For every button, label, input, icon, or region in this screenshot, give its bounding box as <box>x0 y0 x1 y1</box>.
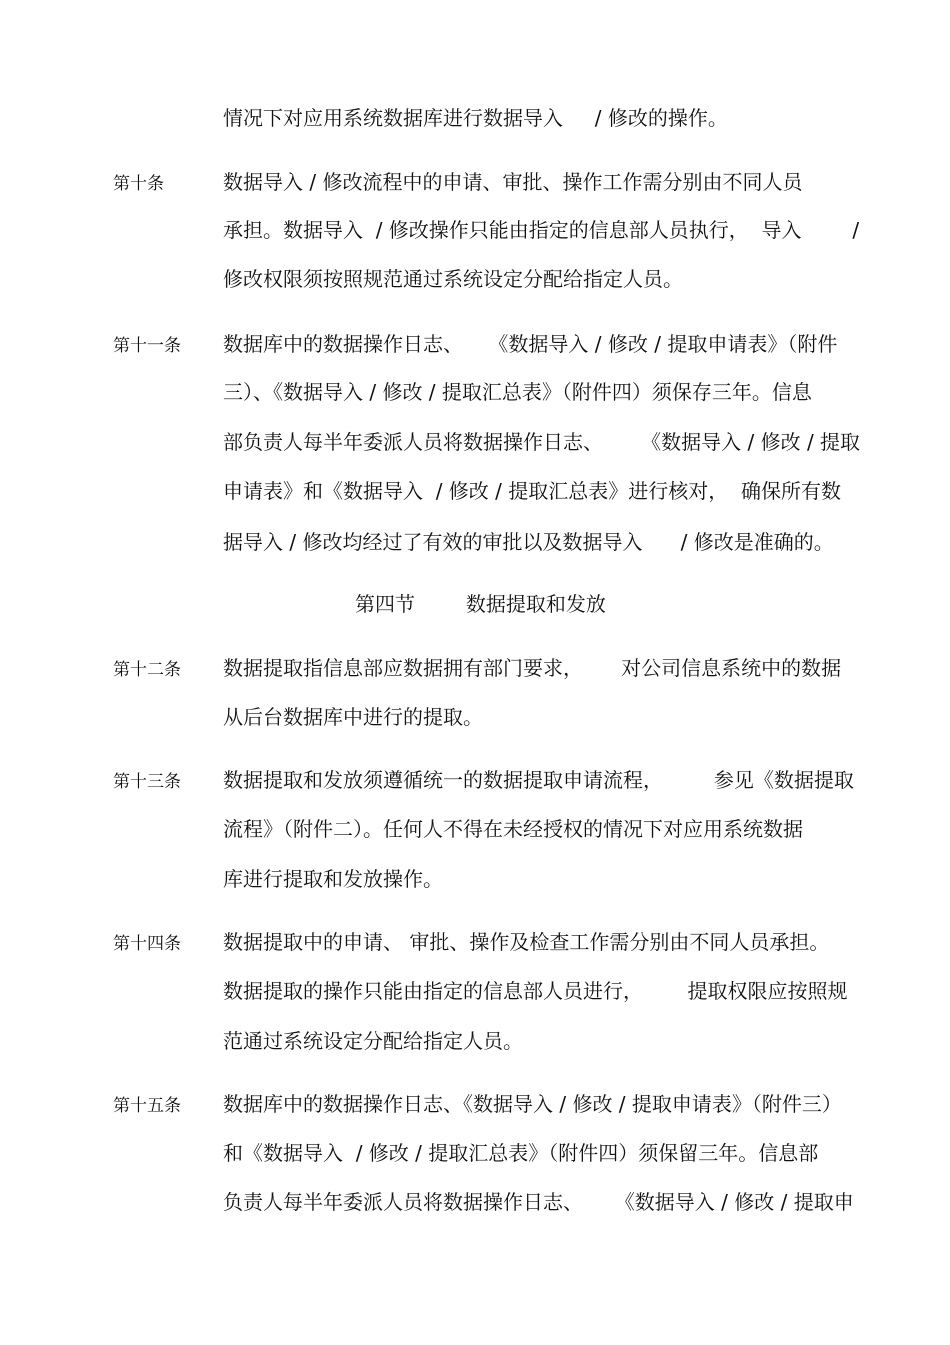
article-label-11: 第十一条 <box>113 336 181 356</box>
article-13-line-2: 流程》（附件二）。任何人不得在未经授权的情况下对应用系统数据 <box>223 817 803 841</box>
article-14-line-1: 数据提取中的申请、 审批、操作及检查工作需分别由不同人员承担。 <box>223 930 830 954</box>
article-label-14: 第十四条 <box>113 934 181 954</box>
article-14-line-2: 数据提取的操作只能由指定的信息部人员进行， 提取权限应按照规 <box>223 979 848 1003</box>
article-label-13: 第十三条 <box>113 772 181 792</box>
article-11-line-4: 申请表》和《数据导入 / 修改 / 提取汇总表》进行核对， 确保所有数 <box>223 479 841 503</box>
article-label-15: 第十五条 <box>113 1096 181 1116</box>
article-15-line-3: 负责人每半年委派人员将数据操作日志、 《数据导入 / 修改 / 提取申 <box>223 1190 854 1214</box>
article-12-line-2: 从后台数据库中进行的提取。 <box>223 705 483 729</box>
article-11-line-2: 三）、《数据导入 / 修改 / 提取汇总表》（附件四）须保存三年。信息 <box>223 380 812 404</box>
article-10-line-1: 数据导入 / 修改流程中的申请、审批、操作工作需分别由不同人员 <box>223 170 803 194</box>
article-10-line-3: 修改权限须按照规范通过系统设定分配给指定人员。 <box>223 267 683 291</box>
article-label-10: 第十条 <box>113 174 164 194</box>
article-13-line-1: 数据提取和发放须遵循统一的数据提取申请流程， 参见《数据提取 <box>223 768 854 792</box>
article-15-line-2: 和《数据导入 / 修改 / 提取汇总表》（附件四）须保留三年。信息部 <box>223 1141 819 1165</box>
article-label-12: 第十二条 <box>113 660 181 680</box>
article-11-line-3: 部负责人每半年委派人员将数据操作日志、 《数据导入 / 修改 / 提取 <box>223 430 861 454</box>
article-10-line-2: 承担。数据导入 / 修改操作只能由指定的信息部人员执行， 导入 / <box>223 218 860 242</box>
article-11-line-1: 数据库中的数据操作日志、 《数据导入 / 修改 / 提取申请表》（附件 <box>223 332 838 356</box>
article-15-line-1: 数据库中的数据操作日志、《数据导入 / 修改 / 提取申请表》（附件三） <box>223 1092 842 1116</box>
article-12-line-1: 数据提取指信息部应数据拥有部门要求， 对公司信息系统中的数据 <box>223 656 842 680</box>
intro-line: 情况下对应用系统数据库进行数据导入 / 修改的操作。 <box>223 106 728 130</box>
article-14-line-3: 范通过系统设定分配给指定人员。 <box>223 1029 523 1053</box>
article-11-line-5: 据导入 / 修改均经过了有效的审批以及数据导入 / 修改是准确的。 <box>223 530 834 554</box>
section-title: 第四节 数据提取和发放 <box>355 592 606 616</box>
article-13-line-3: 库进行提取和发放操作。 <box>223 867 443 891</box>
